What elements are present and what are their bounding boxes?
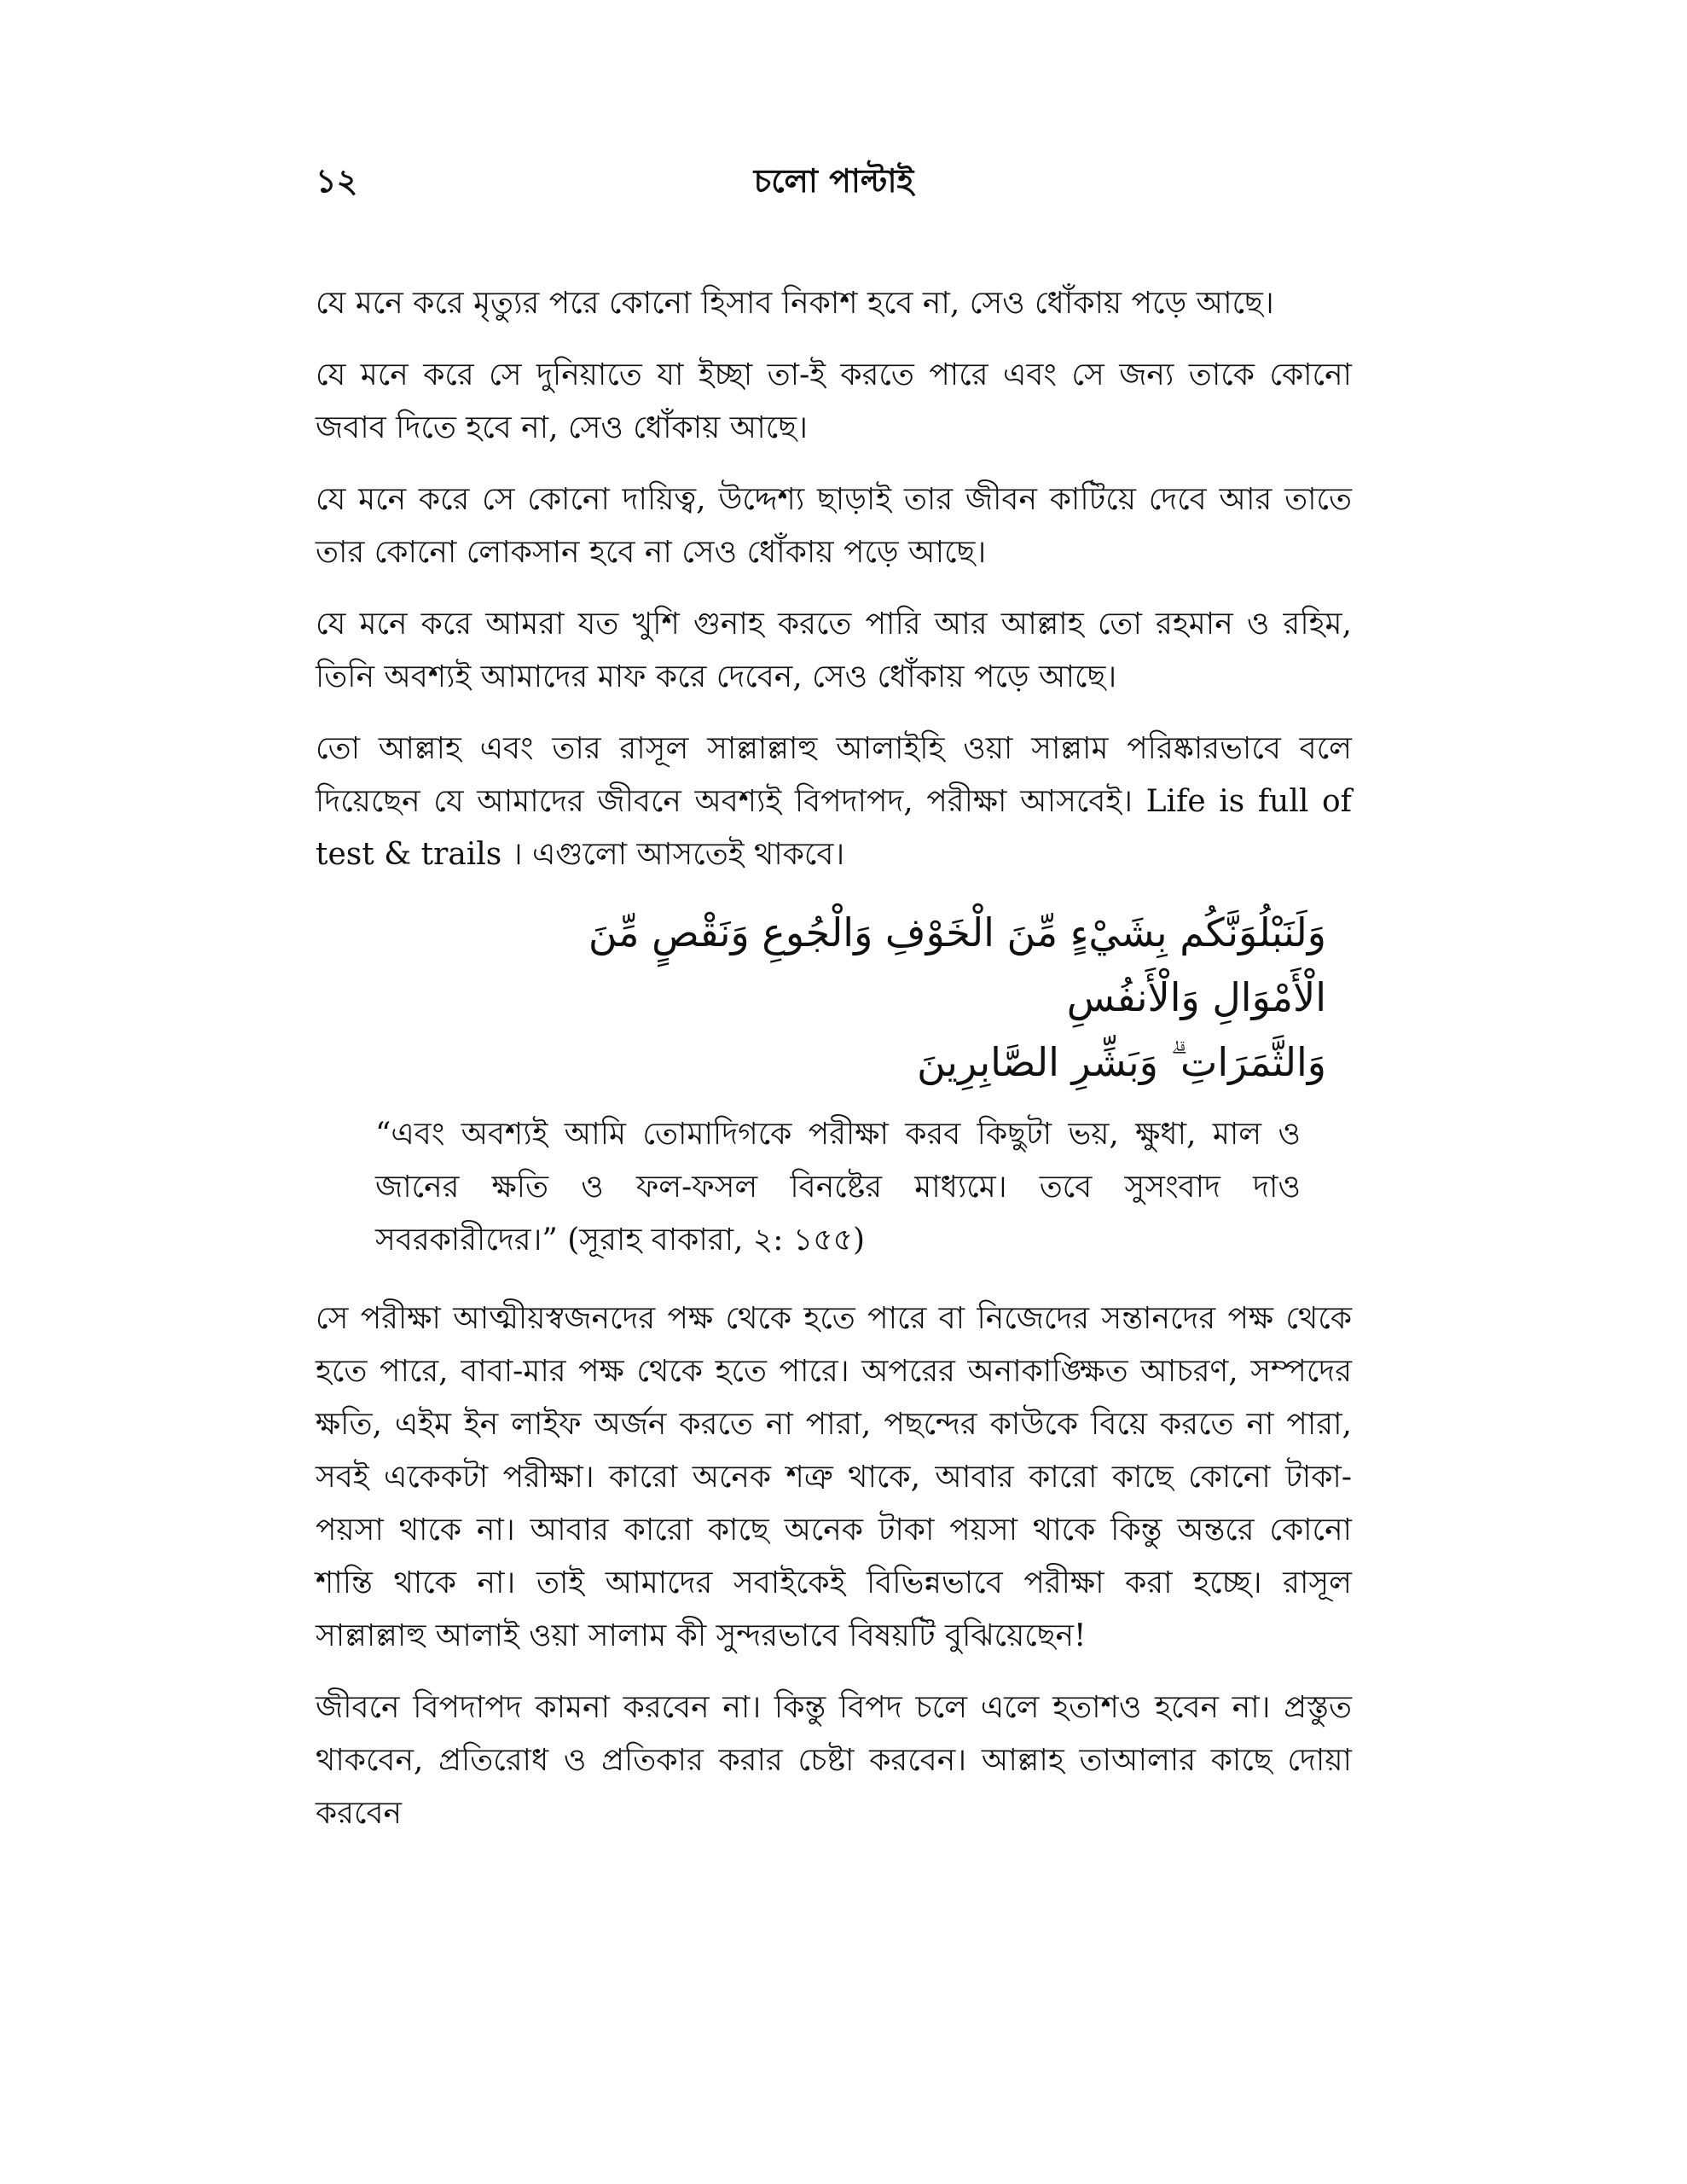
paragraph: যে মনে করে সে দুনিয়াতে যা ইচ্ছা তা-ই করতে পারে এবং সে জন্য তাকে কোনো জবাব দিতে হবে না, সেও ধোঁকায় আছে। xyxy=(316,357,1352,445)
paragraph: সে পরীক্ষা আত্মীয়স্বজনদের পক্ষ থেকে হতে পারে বা নিজেদের সন্তানদের পক্ষ থেকে হতে পারে, বাবা-মার পক্ষ থেকে হতে পারে। অপরের অনাকাঙ্ক্ষিত আচরণ, সম্পদের ক্ষতি, এইম ইন লাইফ অর্জন করতে না পারা, পছন্দের কাউকে বিয়ে করতে না পারা, সবই একেকটা পরীক্ষা। কারো অনেক শত্রু থাকে, আবার কারো কাছে কোনো টাকা-পয়সা থাকে না। আবার কারো কাছে অনেক টাকা পয়সা থাকে কিন্তু অন্তরে কোনো শান্তি থাকে না। তাই আমাদের সবাইকেই বিভিন্নভাবে পরীক্ষা করা হচ্ছে। রাসূল সাল্লাল্লাহু আলাই ওয়া সালাম কী সুন্দরভাবে বিষয়টি বুঝিয়েছেন! xyxy=(316,1301,1352,1653)
arabic-verse xyxy=(503,900,1326,1095)
page-number: ১২ xyxy=(316,161,358,200)
translation-quote: “এবং অবশ্যই আমি তোমাদিগকে পরীক্ষা করব কিছুটা ভয়, ক্ষুধা, মাল ও জানের ক্ষতি ও ফল-ফসল বিনষ্টের মাধ্যমে। তবে সুসংবাদ দাও সবরকারীদের।” (সূরাহ বাকারা, ২: ১৫৫) xyxy=(375,1117,1301,1258)
page-header xyxy=(316,155,1352,206)
paragraph: জীবনে বিপদাপদ কামনা করবেন না। কিন্তু বিপদ চলে এলে হতাশও হবেন না। প্রস্তুত থাকবেন, প্রতিরোধ ও প্রতিকার করার চেষ্টা করবেন। আল্লাহ তাআলার কাছে দোয়া করবেন xyxy=(316,1690,1352,1831)
paragraph: যে মনে করে আমরা যত খুশি গুনাহ করতে পারি আর আল্লাহ তো রহমান ও রহিম, তিনি অবশ্যই আমাদের মাফ করে দেবেন, সেও ধোঁকায় পড়ে আছে। xyxy=(316,607,1352,694)
running-title: চলো পাল্টাই xyxy=(753,161,914,200)
arabic-verse-line: وَلَنَبْلُوَنَّكُم بِشَيْءٍ مِّنَ الْخَوْفِ وَالْجُوعِ وَنَقْصٍ مِّنَ الْأَمْوَالِ وَالْأَنفُسِ xyxy=(588,909,1326,1020)
paragraph: তো আল্লাহ এবং তার রাসূল সাল্লাল্লাহু আলাইহি ওয়া সাল্লাম পরিষ্কারভাবে বলে দিয়েছেন যে আমাদের জীবনে অবশ্যই বিপদাপদ, পরীক্ষা আসবেই। Life is full of test & trails । এগুলো আসতেই থাকবে। xyxy=(316,731,1352,872)
page-body xyxy=(316,277,1352,1859)
arabic-verse-line: وَالثَّمَرَاتِ ۗ وَبَشِّرِ الصَّابِرِينَ xyxy=(917,1039,1326,1085)
paragraph: যে মনে করে সে কোনো দায়িত্ব, উদ্দেশ্য ছাড়াই তার জীবন কাটিয়ে দেবে আর তাতে তার কোনো লোকসান হবে না সেও ধোঁকায় পড়ে আছে। xyxy=(316,482,1352,570)
paragraph: যে মনে করে মৃত্যুর পরে কোনো হিসাব নিকাশ হবে না, সেও ধোঁকায় পড়ে আছে। xyxy=(316,286,1274,321)
